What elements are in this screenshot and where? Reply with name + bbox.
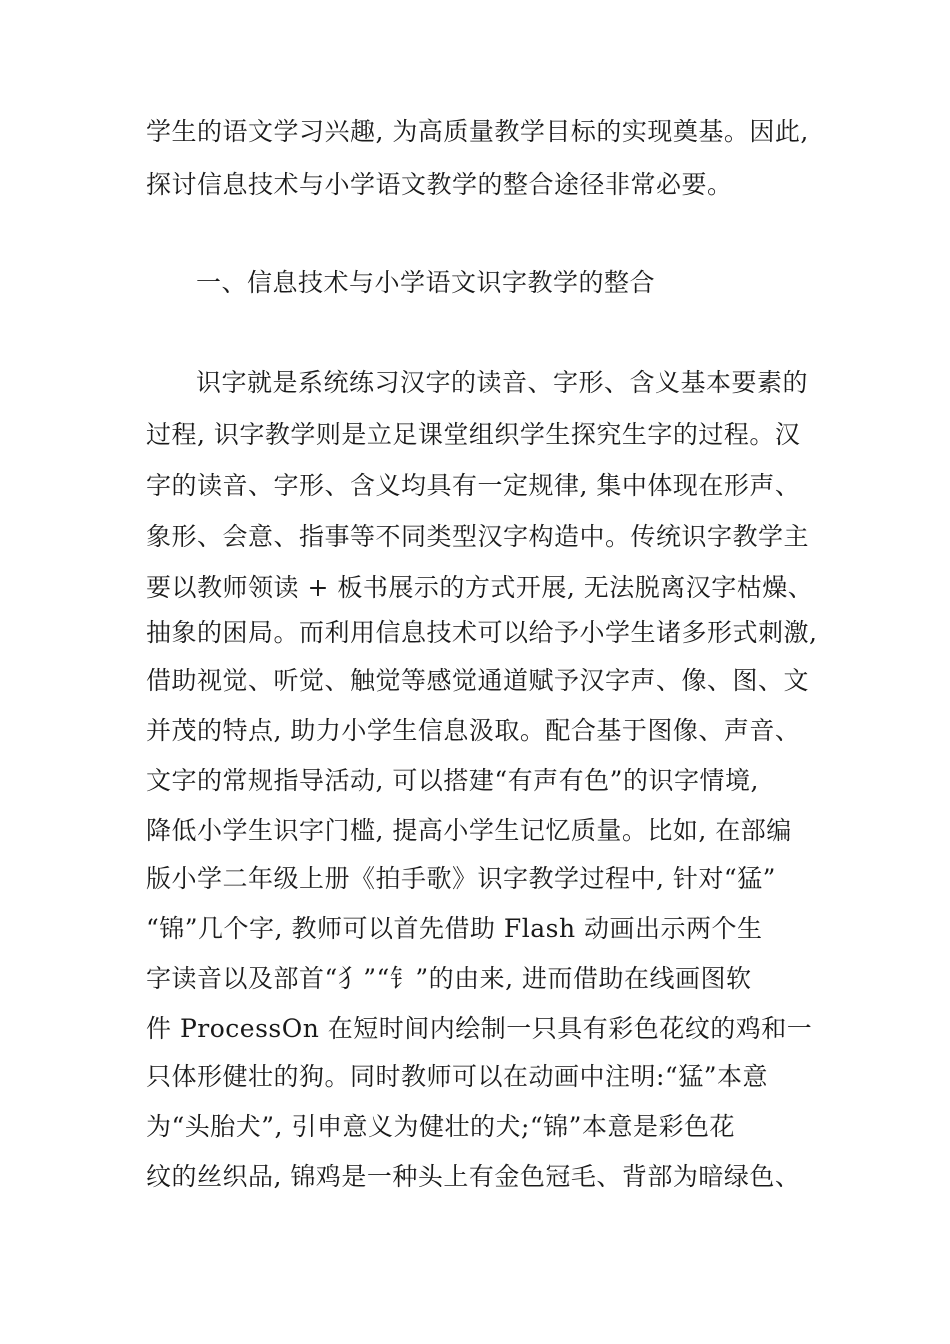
paragraph-line: 象形、会意、指事等不同类型汉字构造中。传统识字教学主 (146, 522, 810, 551)
paragraph-line: 为“头胎犬”, 引申意义为健壮的犬;“锦”本意是彩色花 (146, 1112, 735, 1141)
section-heading: 一、信息技术与小学语文识字教学的整合 (196, 268, 656, 297)
paragraph-line: 纹的丝织品, 锦鸡是一种头上有金色冠毛、背部为暗绿色、 (146, 1162, 801, 1191)
paragraph-line: 文字的常规指导活动, 可以搭建“有声有色”的识字情境, (146, 766, 759, 795)
paragraph-line: 只体形健壮的狗。同时教师可以在动画中注明:“猛”本意 (146, 1062, 768, 1091)
paragraph-line: “锦”几个字, 教师可以首先借助 Flash 动画出示两个生 (146, 914, 763, 943)
paragraph-line: 要以教师领读 + 板书展示的方式开展, 无法脱离汉字枯燥、 (146, 573, 814, 602)
paragraph-line: 借助视觉、听觉、触觉等感觉通道赋予汉字声、像、图、文 (146, 666, 810, 695)
intro-line: 探讨信息技术与小学语文教学的整合途径非常必要。 (146, 170, 733, 199)
paragraph-line: 降低小学生识字门槛, 提高小学生记忆质量。比如, 在部编 (146, 816, 792, 845)
paragraph-line: 并茂的特点, 助力小学生信息汲取。配合基于图像、声音、 (146, 716, 801, 745)
paragraph-line: 字的读音、字形、含义均具有一定规律, 集中体现在形声、 (146, 471, 801, 500)
paragraph-line: 字读音以及部首“犭”“钅”的由来, 进而借助在线画图软 (146, 964, 752, 993)
paragraph-line: 件 ProcessOn 在短时间内绘制一只具有彩色花纹的鸡和一 (146, 1014, 813, 1043)
paragraph-line: 识字就是系统练习汉字的读音、字形、含义基本要素的 (196, 368, 809, 397)
intro-line: 学生的语文学习兴趣, 为高质量教学目标的实现奠基。因此, (146, 117, 809, 146)
paragraph-line: 抽象的困局。而利用信息技术可以给予小学生诸多形式刺激, (146, 618, 818, 647)
paragraph-line: 过程, 识字教学则是立足课堂组织学生探究生字的过程。汉 (146, 420, 801, 449)
paragraph-line: 版小学二年级上册《拍手歌》识字教学过程中, 针对“猛” (146, 864, 776, 893)
